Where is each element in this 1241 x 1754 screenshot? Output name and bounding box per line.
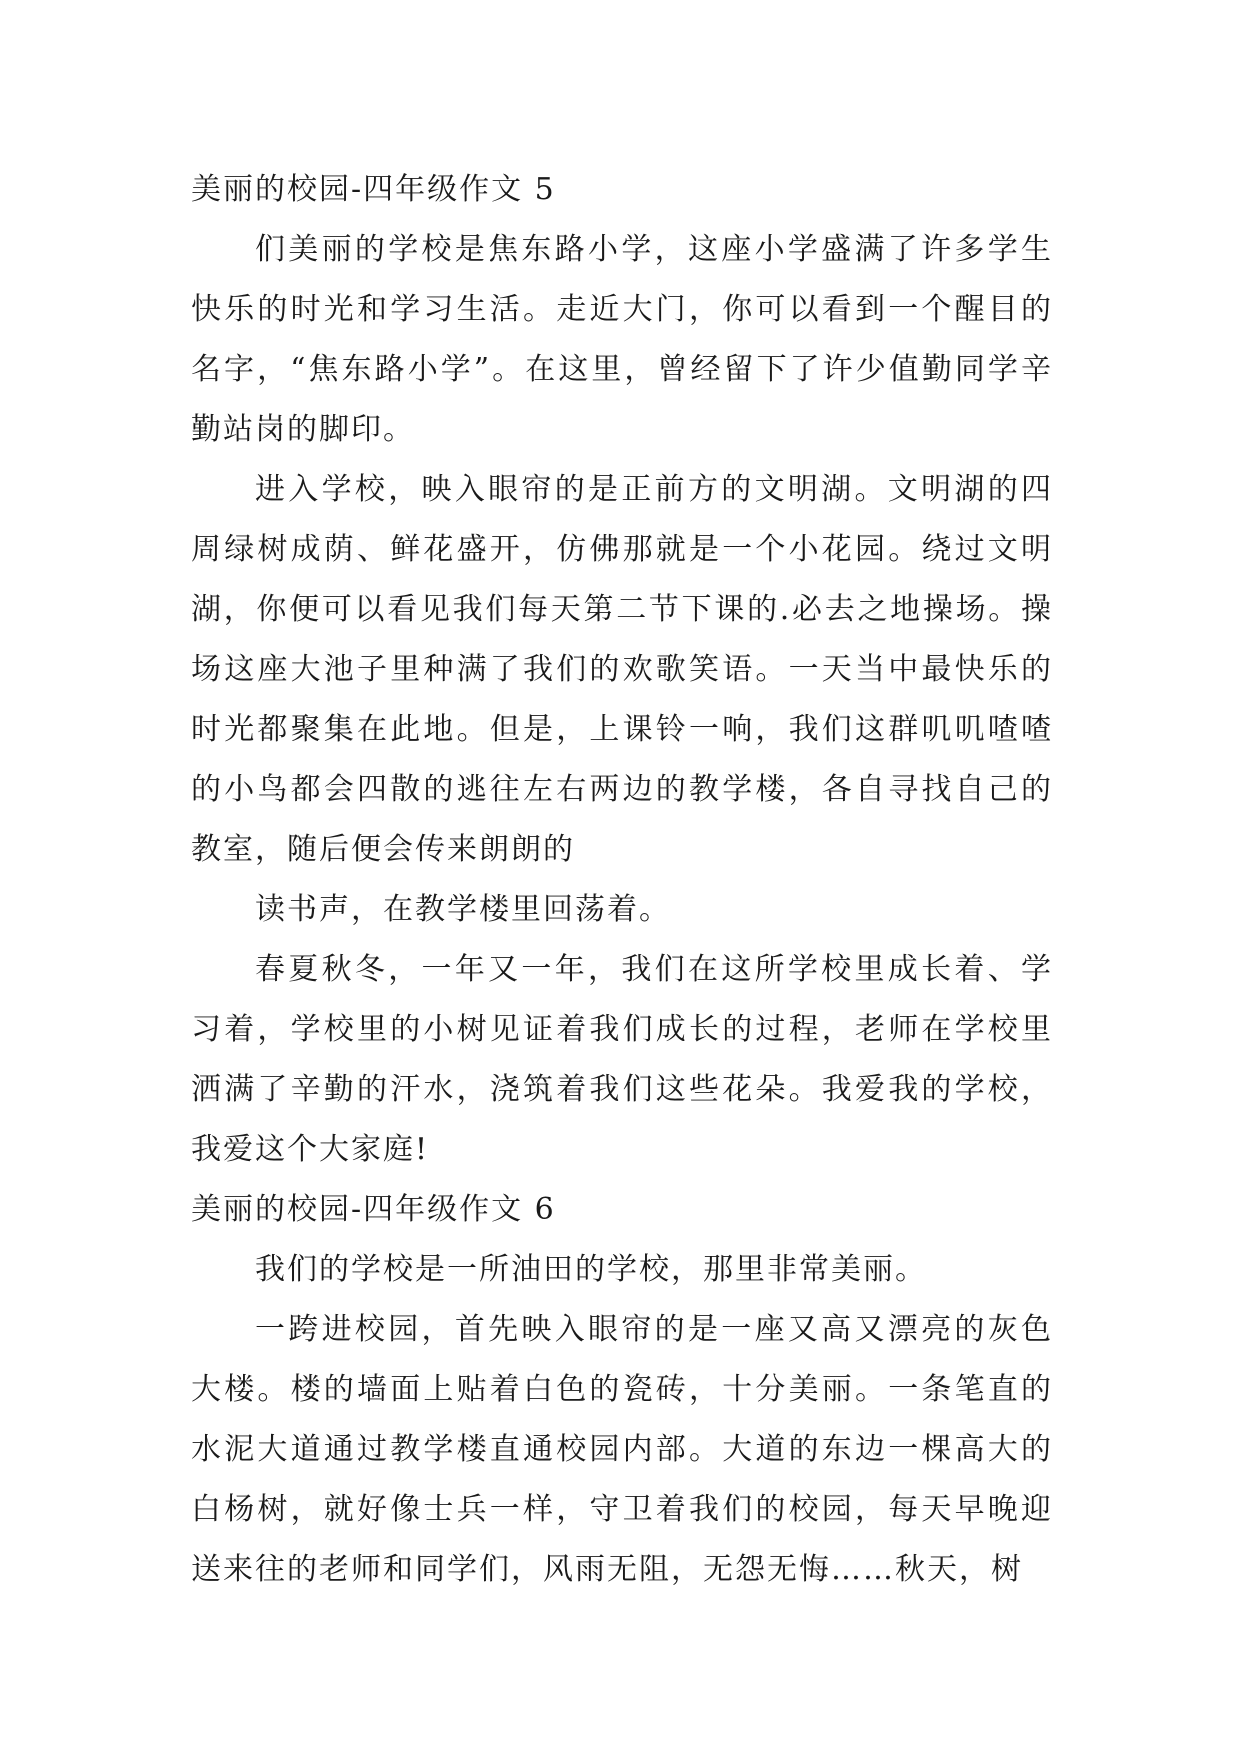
section-heading: 美丽的校园-四年级作文 6 — [191, 1192, 556, 1227]
section-heading: 美丽的校园-四年级作文 5 — [191, 172, 556, 207]
paragraph: 进入学校，映入眼帘的是正前方的文明湖。文明湖的四周绿树成荫、鲜花盛开，仿佛那就是一个小花园。绕过文明湖，你便可以看见我们每天第二节下课的.必去之地操场。操场这座大池子里种满了我们的欢歌笑语。一天当中最快乐的时光都聚集在此地。但是，上课铃一响，我们这群叽叽喳喳的小鸟都会四散的逃往左右两边的教学楼，各自寻找自己的教室，随后便会传来朗朗的 — [191, 472, 1053, 867]
paragraph: 读书声，在教学楼里回荡着。 — [255, 892, 671, 927]
paragraph: 们美丽的学校是焦东路小学，这座小学盛满了许多学生快乐的时光和学习生活。走近大门，你可以看到一个醒目的名字，“焦东路小学”。在这里，曾经留下了许少值勤同学辛勤站岗的脚印。 — [191, 232, 1053, 447]
document-body — [191, 160, 1053, 1600]
paragraph: 我们的学校是一所油田的学校，那里非常美丽。 — [255, 1252, 927, 1287]
paragraph: 一跨进校园，首先映入眼帘的是一座又高又漂亮的灰色大楼。楼的墙面上贴着白色的瓷砖，十分美丽。一条笔直的水泥大道通过教学楼直通校园内部。大道的东边一棵高大的白杨树，就好像士兵一样，守卫着我们的校园，每天早晚迎送来往的老师和同学们，风雨无阻，无怨无悔……秋天，树 — [191, 1312, 1053, 1587]
paragraph: 春夏秋冬，一年又一年，我们在这所学校里成长着、学习着，学校里的小树见证着我们成长的过程，老师在学校里洒满了辛勤的汗水，浇筑着我们这些花朵。我爱我的学校，我爱这个大家庭! — [191, 952, 1053, 1167]
